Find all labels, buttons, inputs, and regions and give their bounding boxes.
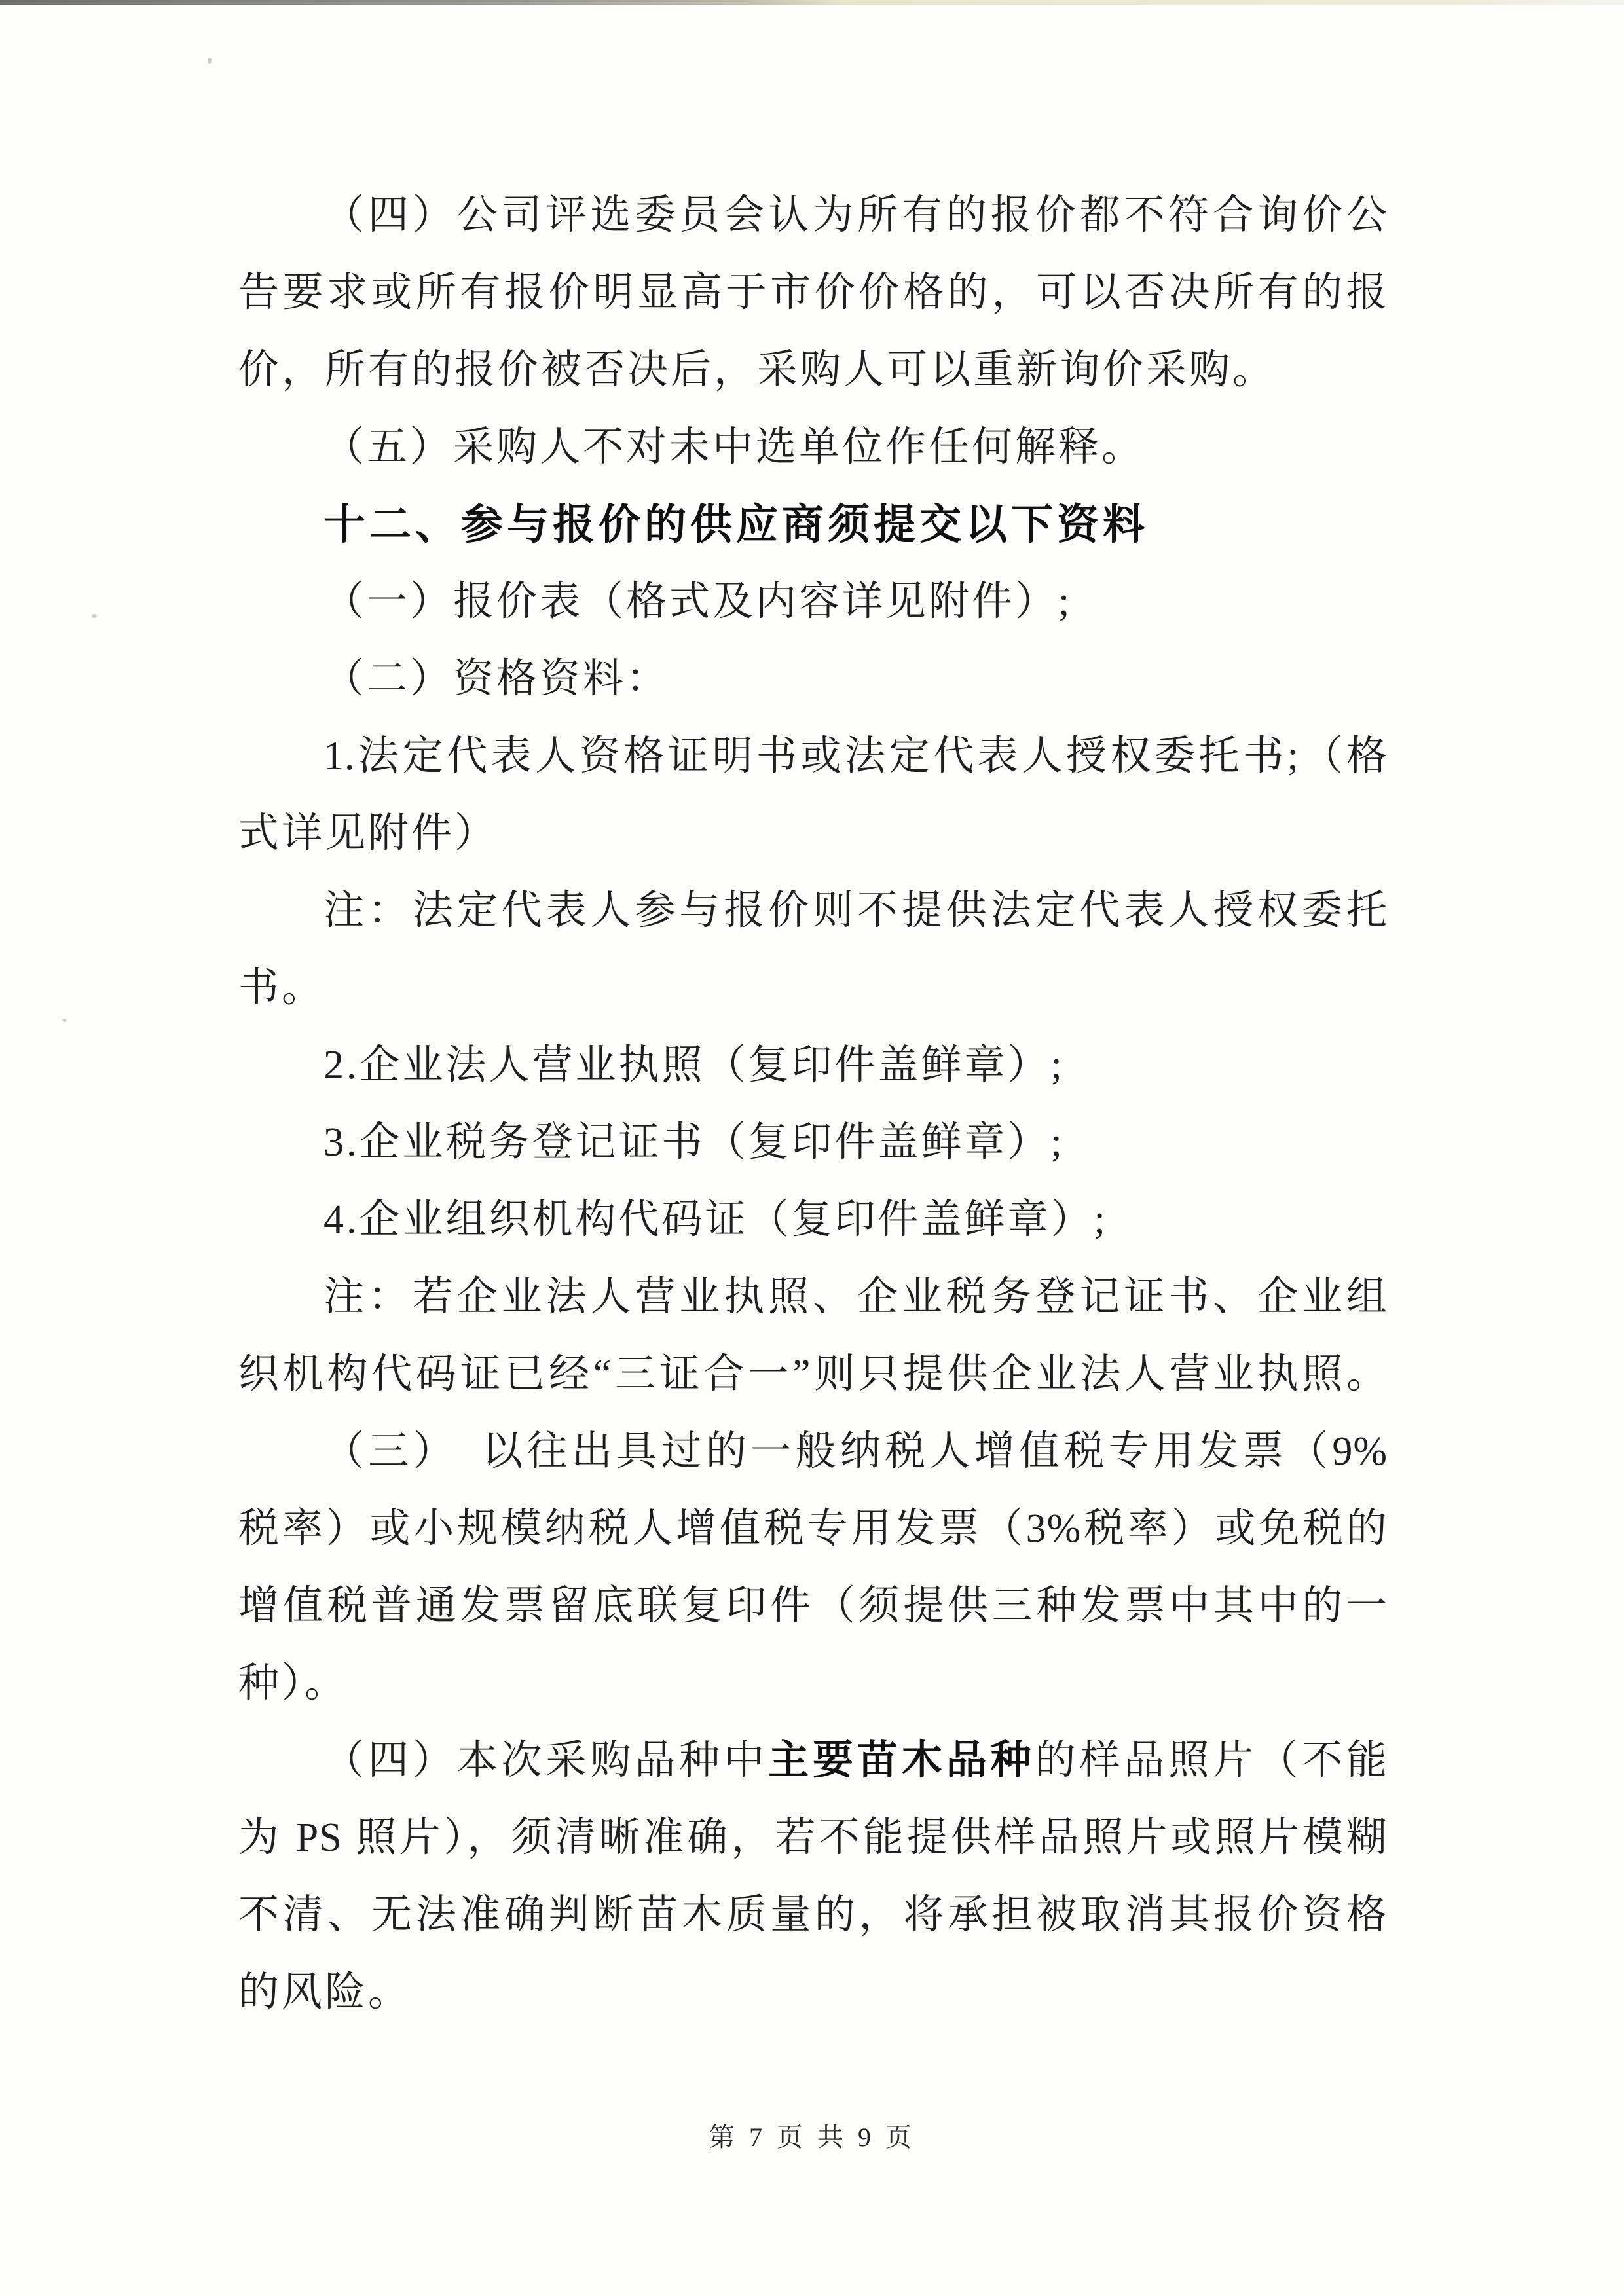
text-line-2	[238, 254, 1388, 331]
text-run: 种）。	[238, 1661, 348, 1705]
text-line-24	[238, 1954, 1388, 2031]
text-run: 书。	[238, 966, 325, 1010]
scan-speck	[62, 1019, 67, 1022]
text-line-20	[238, 1645, 1388, 1722]
text-line-7	[238, 640, 1388, 718]
text-line-4	[238, 409, 1388, 486]
emphasized-text-run: 主要苗木品种	[768, 1738, 1035, 1783]
text-run: 价，所有的报价被否决后，采购人可以重新询价采购。	[238, 348, 1276, 392]
scan-speck	[208, 58, 212, 64]
text-line-3	[238, 331, 1388, 409]
text-run: 注：法定代表人参与报价则不提供法定代表人授权委托	[323, 888, 1388, 933]
text-run: （二）资格资料：	[323, 657, 670, 701]
text-run: （四）公司评选委员会认为所有的报价都不符合询价公	[323, 193, 1388, 238]
text-run: 增值税普通发票留底联复印件（须提供三种发票中其中的一	[238, 1584, 1388, 1628]
text-run: 2.企业法人营业执照（复印件盖鲜章）;	[323, 1043, 1065, 1087]
text-run: 注：若企业法人营业执照、企业税务登记证书、企业组	[323, 1275, 1388, 1319]
text-line-6	[238, 563, 1388, 640]
text-line-10	[238, 872, 1388, 949]
text-line-21	[238, 1722, 1388, 1799]
text-run: 3.企业税务登记证书（复印件盖鲜章）;	[323, 1120, 1065, 1165]
text-line-22	[238, 1799, 1388, 1876]
text-line-23	[238, 1876, 1388, 1954]
text-run: 织机构代码证已经“三证合一”则只提供企业法人营业执照。	[238, 1352, 1388, 1396]
text-run: 1.法定代表人资格证明书或法定代表人授权委托书;（格	[323, 734, 1388, 778]
text-line-18	[238, 1490, 1388, 1567]
text-run: 不清、无法准确判断苗木质量的，将承担被取消其报价资格	[238, 1893, 1388, 1937]
text-line-17	[238, 1413, 1388, 1490]
text-line-14	[238, 1181, 1388, 1258]
document-body	[238, 177, 1388, 2031]
text-line-9	[238, 795, 1388, 872]
scan-edge-artifact	[0, 0, 1624, 5]
text-run: 税率）或小规模纳税人增值税专用发票（3%税率）或免税的	[238, 1506, 1388, 1551]
text-line-1	[238, 177, 1388, 254]
text-run: 式详见附件）	[238, 811, 498, 856]
text-line-15	[238, 1258, 1388, 1336]
text-run: 4.企业组织机构代码证（复印件盖鲜章）;	[323, 1197, 1108, 1242]
text-run: 的风险。	[238, 1970, 412, 2014]
text-line-8	[238, 718, 1388, 795]
text-run: 的样品照片（不能	[1035, 1738, 1388, 1783]
scan-speck	[92, 614, 97, 618]
text-line-16	[238, 1336, 1388, 1413]
text-line-11	[238, 949, 1388, 1027]
text-line-13	[238, 1104, 1388, 1181]
section-heading	[238, 486, 1388, 563]
page-footer	[0, 2120, 1624, 2155]
emphasized-text-run: 十二、参与报价的供应商须提交以下资料	[323, 501, 1149, 548]
text-run: （四）本次采购品种中	[323, 1738, 769, 1783]
text-run: 为 PS 照片），须清晰准确，若不能提供样品照片或照片模糊	[238, 1815, 1388, 1860]
text-run: （一）报价表（格式及内容详见附件）;	[323, 579, 1073, 624]
text-run: （五）采购人不对未中选单位作任何解释。	[323, 425, 1145, 469]
text-run: （三） 以往出具过的一般纳税人增值税专用发票（9%	[323, 1429, 1388, 1474]
page-number-text: 第 7 页 共 9 页	[709, 2123, 915, 2152]
text-run: 告要求或所有报价明显高于市价价格的，可以否决所有的报	[238, 270, 1388, 315]
text-line-19	[238, 1567, 1388, 1645]
text-line-12	[238, 1027, 1388, 1104]
